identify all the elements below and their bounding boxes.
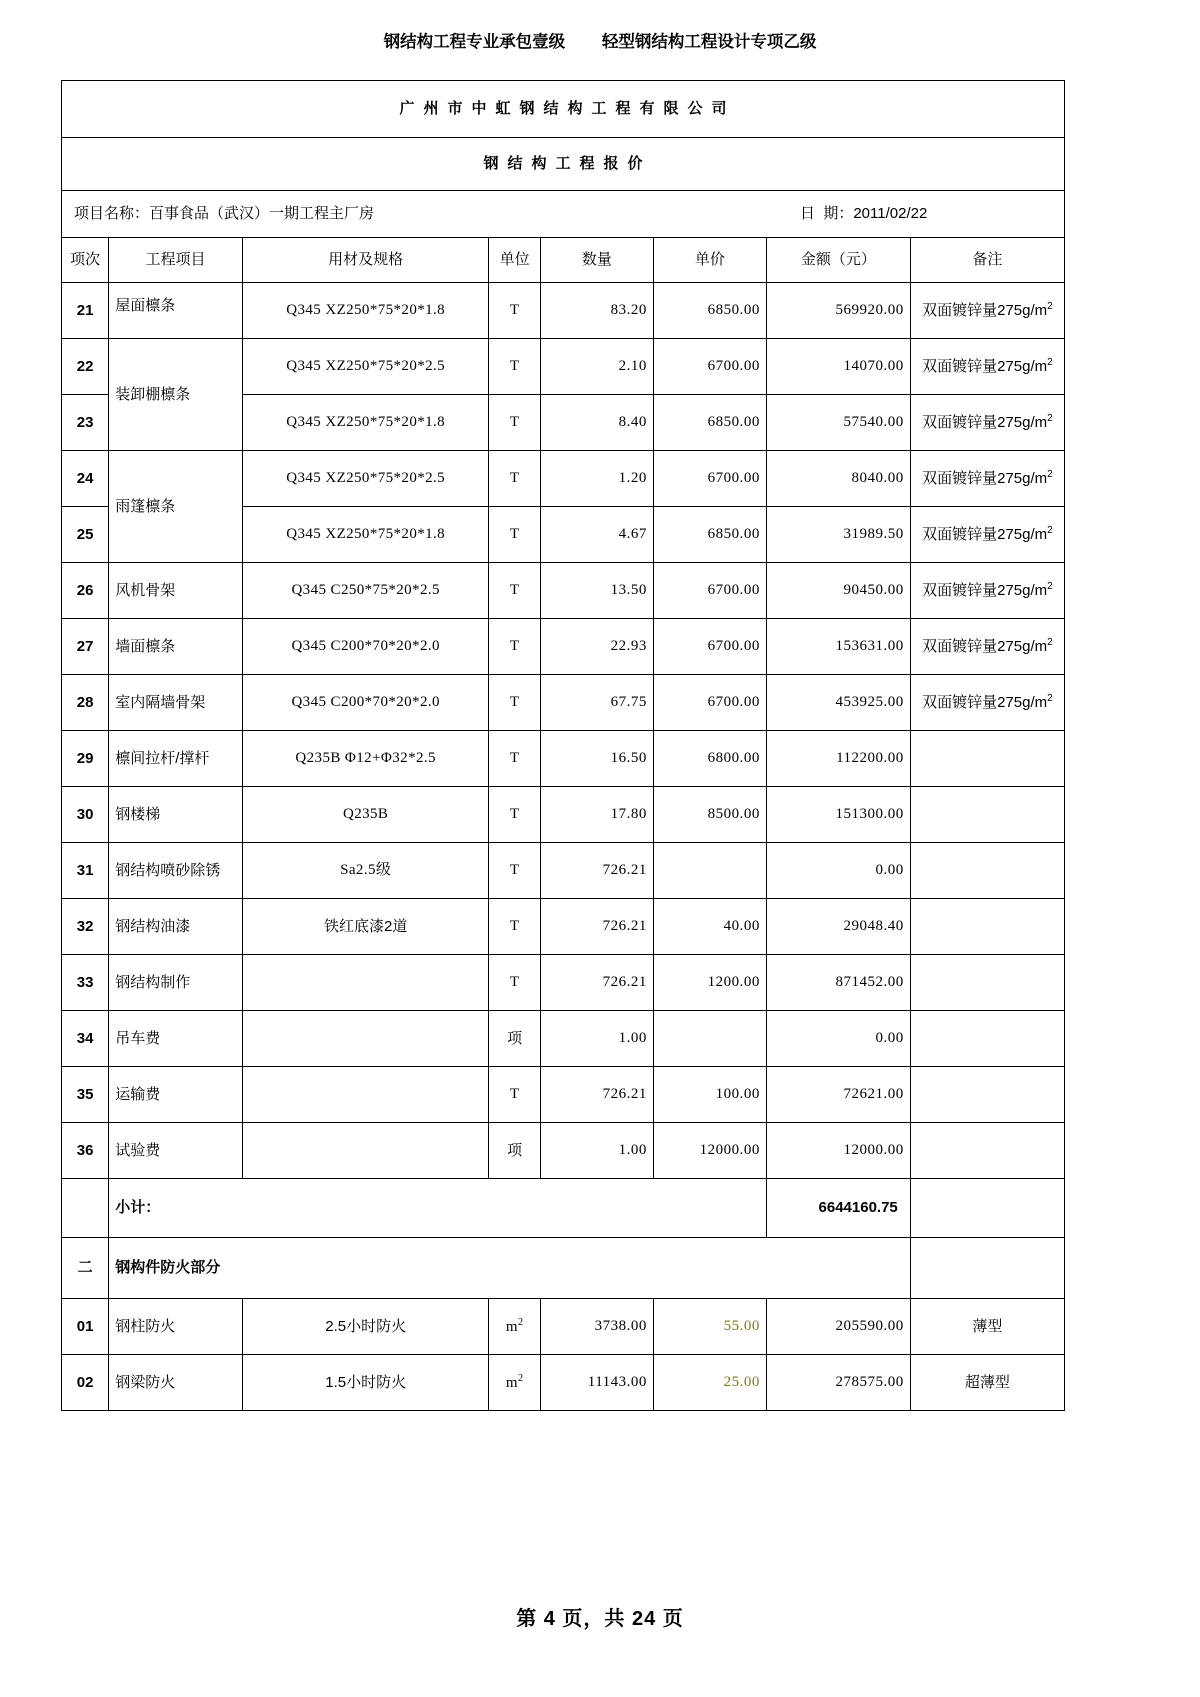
row-amount: 569920.00 bbox=[766, 283, 910, 339]
row-spec: Q345 XZ250*75*20*1.8 bbox=[242, 283, 489, 339]
row-note-text: 双面镀锌量275g/m bbox=[922, 526, 1048, 544]
row-item-name-text: 屋面檩条 bbox=[115, 297, 176, 315]
col-header-unit: 单位 bbox=[489, 238, 540, 283]
row-unit: T bbox=[489, 843, 540, 899]
row-unit: T bbox=[489, 787, 540, 843]
row-item-name: 墙面檩条 bbox=[109, 619, 243, 675]
subtotal-label: 小计： bbox=[109, 1179, 767, 1238]
row-qty: 4.67 bbox=[540, 507, 653, 563]
row-price: 12000.00 bbox=[653, 1123, 766, 1179]
row-index: 36 bbox=[62, 1123, 109, 1179]
table-row bbox=[62, 339, 1065, 395]
section-index: 二 bbox=[62, 1238, 109, 1299]
row-index: 27 bbox=[62, 619, 109, 675]
row-note-text: 双面镀锌量275g/m bbox=[922, 302, 1048, 320]
row-note bbox=[910, 675, 1064, 731]
row-item-name: 檩间拉杆/撑杆 bbox=[109, 731, 243, 787]
row-price: 25.00 bbox=[653, 1355, 766, 1411]
row-qty: 16.50 bbox=[540, 731, 653, 787]
row-qty: 17.80 bbox=[540, 787, 653, 843]
col-header-price: 单价 bbox=[653, 238, 766, 283]
row-item-name: 钢结构喷砂除锈 bbox=[109, 843, 243, 899]
quotation-date: 日 期：2011/02/22 bbox=[800, 205, 928, 223]
row-spec: Q345 XZ250*75*20*1.8 bbox=[242, 395, 489, 451]
row-price bbox=[653, 843, 766, 899]
row-note bbox=[910, 395, 1064, 451]
row-note bbox=[910, 339, 1064, 395]
row-qty: 1.20 bbox=[540, 451, 653, 507]
row-item-name: 装卸棚檩条 bbox=[109, 339, 243, 451]
project-info-row bbox=[62, 191, 1065, 238]
col-header-amount: 金额（元） bbox=[766, 238, 910, 283]
row-price: 6800.00 bbox=[653, 731, 766, 787]
row-note bbox=[910, 955, 1064, 1011]
row-qty: 726.21 bbox=[540, 955, 653, 1011]
row-unit: T bbox=[489, 1067, 540, 1123]
row-index: 30 bbox=[62, 787, 109, 843]
row-qty: 8.40 bbox=[540, 395, 653, 451]
row-item-name: 钢结构制作 bbox=[109, 955, 243, 1011]
row-qty: 11143.00 bbox=[540, 1355, 653, 1411]
row-unit: 项 bbox=[489, 1123, 540, 1179]
row-item-name: 吊车费 bbox=[109, 1011, 243, 1067]
row-unit-text: m bbox=[505, 1374, 518, 1391]
company-name: 广州市中虹钢结构工程有限公司 bbox=[62, 81, 1065, 138]
row-spec bbox=[242, 1067, 489, 1123]
row-note-text: 双面镀锌量275g/m bbox=[922, 582, 1048, 600]
row-item-name: 钢柱防火 bbox=[109, 1299, 243, 1355]
table-row bbox=[62, 1067, 1065, 1123]
row-amount: 0.00 bbox=[766, 1011, 910, 1067]
table-row bbox=[62, 899, 1065, 955]
row-note bbox=[910, 1067, 1064, 1123]
row-price: 100.00 bbox=[653, 1067, 766, 1123]
row-item-name: 风机骨架 bbox=[109, 563, 243, 619]
row-spec: Q345 C250*75*20*2.5 bbox=[242, 563, 489, 619]
row-price: 6850.00 bbox=[653, 507, 766, 563]
table-row bbox=[62, 1011, 1065, 1067]
row-spec: Q345 C200*70*20*2.0 bbox=[242, 675, 489, 731]
row-unit: T bbox=[489, 283, 540, 339]
row-note bbox=[910, 507, 1064, 563]
row-unit: 项 bbox=[489, 1011, 540, 1067]
col-header-note: 备注 bbox=[910, 238, 1064, 283]
title-row bbox=[62, 138, 1065, 191]
row-index: 34 bbox=[62, 1011, 109, 1067]
row-spec: 2.5小时防火 bbox=[242, 1299, 489, 1355]
row-item-name: 钢结构油漆 bbox=[109, 899, 243, 955]
row-qty: 13.50 bbox=[540, 563, 653, 619]
row-spec: Q345 XZ250*75*20*2.5 bbox=[242, 451, 489, 507]
row-note: 薄型 bbox=[910, 1299, 1064, 1355]
row-note-text: 双面镀锌量275g/m bbox=[922, 414, 1048, 432]
col-header-spec: 用材及规格 bbox=[242, 238, 489, 283]
row-unit: T bbox=[489, 339, 540, 395]
row-price: 55.00 bbox=[653, 1299, 766, 1355]
table-row bbox=[62, 451, 1065, 507]
row-qty: 1.00 bbox=[540, 1011, 653, 1067]
table-row bbox=[62, 1299, 1065, 1355]
col-header-item: 工程项目 bbox=[109, 238, 243, 283]
row-price: 6700.00 bbox=[653, 563, 766, 619]
row-note bbox=[910, 451, 1064, 507]
col-header-qty: 数量 bbox=[540, 238, 653, 283]
row-note bbox=[910, 563, 1064, 619]
row-price: 6700.00 bbox=[653, 451, 766, 507]
row-spec: Q345 C200*70*20*2.0 bbox=[242, 619, 489, 675]
row-qty: 3738.00 bbox=[540, 1299, 653, 1355]
row-amount: 153631.00 bbox=[766, 619, 910, 675]
row-spec: Q345 XZ250*75*20*1.8 bbox=[242, 507, 489, 563]
row-index: 24 bbox=[62, 451, 109, 507]
row-price bbox=[653, 1011, 766, 1067]
table-row bbox=[62, 675, 1065, 731]
section-note-blank bbox=[910, 1238, 1064, 1299]
table-row bbox=[62, 955, 1065, 1011]
table-row bbox=[62, 843, 1065, 899]
row-note-text: 双面镀锌量275g/m bbox=[922, 358, 1048, 376]
row-unit-sup: 2 bbox=[518, 1316, 524, 1328]
row-unit-text: m bbox=[505, 1318, 518, 1335]
table-row bbox=[62, 619, 1065, 675]
row-amount: 14070.00 bbox=[766, 339, 910, 395]
row-amount: 871452.00 bbox=[766, 955, 910, 1011]
row-amount: 31989.50 bbox=[766, 507, 910, 563]
row-amount: 453925.00 bbox=[766, 675, 910, 731]
row-index: 01 bbox=[62, 1299, 109, 1355]
row-spec: Q345 XZ250*75*20*2.5 bbox=[242, 339, 489, 395]
row-qty: 67.75 bbox=[540, 675, 653, 731]
row-note-sup: 2 bbox=[1047, 637, 1053, 649]
row-index: 26 bbox=[62, 563, 109, 619]
row-note-sup: 2 bbox=[1047, 581, 1053, 593]
row-item-name: 试验费 bbox=[109, 1123, 243, 1179]
row-note bbox=[910, 1123, 1064, 1179]
row-price: 40.00 bbox=[653, 899, 766, 955]
row-amount: 205590.00 bbox=[766, 1299, 910, 1355]
row-item-name: 钢楼梯 bbox=[109, 787, 243, 843]
quotation-table-container bbox=[61, 80, 1065, 1411]
row-index: 25 bbox=[62, 507, 109, 563]
row-note bbox=[910, 731, 1064, 787]
row-price: 8500.00 bbox=[653, 787, 766, 843]
row-spec: Q235B Φ12+Φ32*2.5 bbox=[242, 731, 489, 787]
row-qty: 2.10 bbox=[540, 339, 653, 395]
row-spec bbox=[242, 1123, 489, 1179]
row-price: 1200.00 bbox=[653, 955, 766, 1011]
row-item-name: 运输费 bbox=[109, 1067, 243, 1123]
row-spec: Sa2.5级 bbox=[242, 843, 489, 899]
row-spec: 铁红底漆2道 bbox=[242, 899, 489, 955]
table-header-row bbox=[62, 238, 1065, 283]
subtotal-amount: 6644160.75 bbox=[766, 1179, 910, 1238]
page-number-footer: 第 4 页，共 24 页 bbox=[516, 1608, 684, 1630]
row-index: 21 bbox=[62, 283, 109, 339]
row-amount: 112200.00 bbox=[766, 731, 910, 787]
row-index: 35 bbox=[62, 1067, 109, 1123]
row-amount: 90450.00 bbox=[766, 563, 910, 619]
table-row bbox=[62, 787, 1065, 843]
table-row bbox=[62, 731, 1065, 787]
row-index: 28 bbox=[62, 675, 109, 731]
row-item-name-clipped bbox=[109, 283, 243, 339]
row-qty: 726.21 bbox=[540, 899, 653, 955]
row-unit: T bbox=[489, 563, 540, 619]
row-unit: T bbox=[489, 619, 540, 675]
quotation-table bbox=[61, 80, 1065, 1411]
row-note-text: 双面镀锌量275g/m bbox=[922, 638, 1048, 656]
row-note-sup: 2 bbox=[1047, 357, 1053, 369]
row-index: 02 bbox=[62, 1355, 109, 1411]
row-amount: 278575.00 bbox=[766, 1355, 910, 1411]
row-unit bbox=[489, 1355, 540, 1411]
row-note-text: 双面镀锌量275g/m bbox=[922, 470, 1048, 488]
row-unit: T bbox=[489, 451, 540, 507]
row-price: 6850.00 bbox=[653, 395, 766, 451]
row-unit: T bbox=[489, 395, 540, 451]
row-index: 32 bbox=[62, 899, 109, 955]
row-amount: 29048.40 bbox=[766, 899, 910, 955]
row-note bbox=[910, 619, 1064, 675]
row-index: 31 bbox=[62, 843, 109, 899]
row-price: 6700.00 bbox=[653, 619, 766, 675]
row-price: 6700.00 bbox=[653, 675, 766, 731]
row-item-name: 钢梁防火 bbox=[109, 1355, 243, 1411]
row-amount: 151300.00 bbox=[766, 787, 910, 843]
row-note-sup: 2 bbox=[1047, 413, 1053, 425]
row-amount: 57540.00 bbox=[766, 395, 910, 451]
row-qty: 726.21 bbox=[540, 1067, 653, 1123]
row-price: 6700.00 bbox=[653, 339, 766, 395]
table-row bbox=[62, 1123, 1065, 1179]
subtotal-index-blank bbox=[62, 1179, 109, 1238]
row-qty: 726.21 bbox=[540, 843, 653, 899]
company-row bbox=[62, 81, 1065, 138]
document-title: 钢结构工程报价 bbox=[62, 138, 1065, 191]
section-title: 钢构件防火部分 bbox=[109, 1238, 911, 1299]
row-qty: 83.20 bbox=[540, 283, 653, 339]
row-unit: T bbox=[489, 675, 540, 731]
row-note-text: 双面镀锌量275g/m bbox=[922, 694, 1048, 712]
row-amount: 72621.00 bbox=[766, 1067, 910, 1123]
row-unit: T bbox=[489, 955, 540, 1011]
qualification-header: 钢结构工程专业承包壹级 轻型钢结构工程设计专项乙级 bbox=[383, 33, 817, 51]
row-amount: 0.00 bbox=[766, 843, 910, 899]
row-spec: 1.5小时防火 bbox=[242, 1355, 489, 1411]
row-index: 29 bbox=[62, 731, 109, 787]
row-note-sup: 2 bbox=[1047, 693, 1053, 705]
row-unit bbox=[489, 1299, 540, 1355]
table-row bbox=[62, 563, 1065, 619]
row-item-name: 雨篷檩条 bbox=[109, 451, 243, 563]
row-note bbox=[910, 283, 1064, 339]
col-header-idx: 项次 bbox=[62, 238, 109, 283]
table-row bbox=[62, 1355, 1065, 1411]
row-note bbox=[910, 1011, 1064, 1067]
subtotal-row bbox=[62, 1179, 1065, 1238]
row-qty: 1.00 bbox=[540, 1123, 653, 1179]
row-note bbox=[910, 899, 1064, 955]
row-index: 23 bbox=[62, 395, 109, 451]
row-amount: 12000.00 bbox=[766, 1123, 910, 1179]
row-note-sup: 2 bbox=[1047, 525, 1053, 537]
row-qty: 22.93 bbox=[540, 619, 653, 675]
row-index: 22 bbox=[62, 339, 109, 395]
row-spec bbox=[242, 1011, 489, 1067]
project-name: 项目名称：百事食品（武汉）一期工程主厂房 bbox=[74, 205, 375, 223]
row-unit: T bbox=[489, 507, 540, 563]
row-unit: T bbox=[489, 731, 540, 787]
row-price: 6850.00 bbox=[653, 283, 766, 339]
section-header-row bbox=[62, 1238, 1065, 1299]
row-unit-sup: 2 bbox=[518, 1372, 524, 1384]
row-note bbox=[910, 787, 1064, 843]
row-note-sup: 2 bbox=[1047, 469, 1053, 481]
table-row bbox=[62, 283, 1065, 339]
row-spec bbox=[242, 955, 489, 1011]
row-amount: 8040.00 bbox=[766, 451, 910, 507]
row-spec: Q235B bbox=[242, 787, 489, 843]
row-index: 33 bbox=[62, 955, 109, 1011]
subtotal-note-blank bbox=[910, 1179, 1064, 1238]
project-info-cell bbox=[62, 191, 1065, 238]
row-item-name: 室内隔墙骨架 bbox=[109, 675, 243, 731]
row-note-sup: 2 bbox=[1047, 301, 1053, 313]
row-note: 超薄型 bbox=[910, 1355, 1064, 1411]
row-unit: T bbox=[489, 899, 540, 955]
row-note bbox=[910, 843, 1064, 899]
